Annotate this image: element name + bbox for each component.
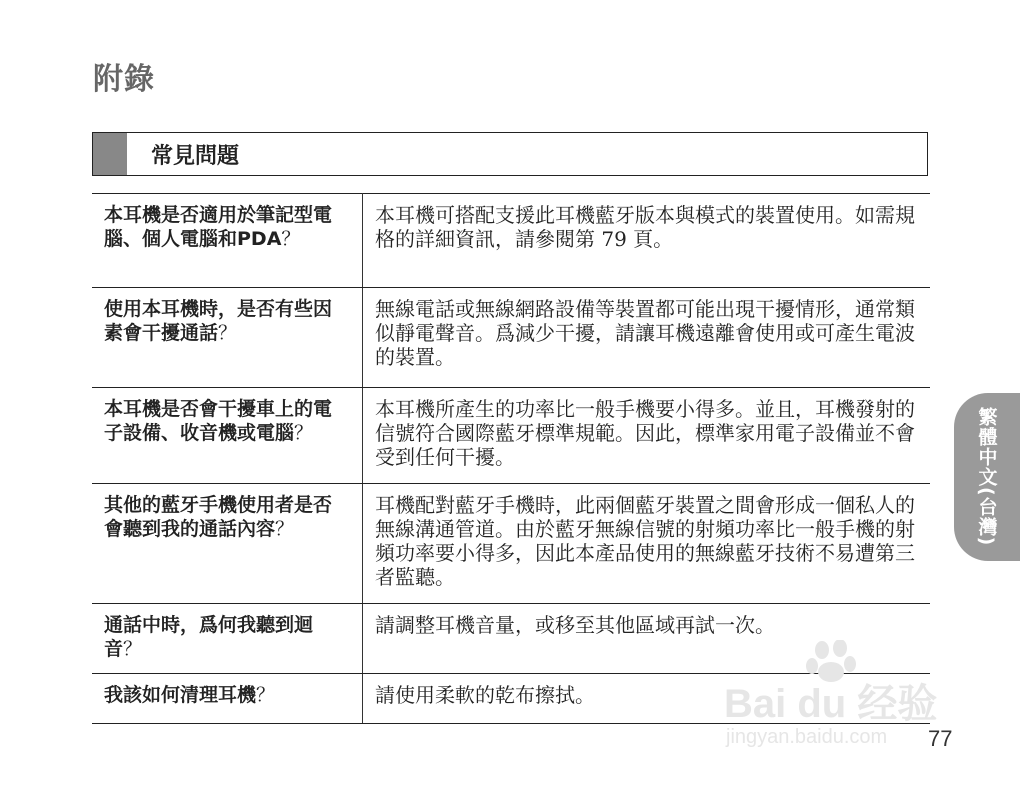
language-tab-label: 繁體中文(台灣) (975, 407, 998, 547)
faq-answer: 請調整耳機音量，或移至其他區域再試一次。 (363, 604, 931, 674)
section-header (92, 132, 928, 176)
faq-row (92, 484, 930, 604)
page-number: 77 (928, 726, 953, 751)
watermark-url: jingyan.baidu.com (726, 726, 888, 748)
question-mark: ？ (123, 638, 143, 660)
faq-answer: 本耳機所產生的功率比一般手機要小得多。並且，耳機發射的信號符合國際藍牙標準規範。因此，標準家用電子設備並不會受到任何干擾。 (363, 388, 931, 484)
faq-answer: 無線電話或無線網路設備等裝置都可能出現干擾情形，通常類似靜電聲音。爲減少干擾，請讓耳機遠離會使用或可產生電波的裝置。 (363, 288, 931, 388)
faq-row (92, 604, 930, 674)
faq-row (92, 674, 930, 724)
question-text: 本耳機是否適用於筆記型電腦、個人電腦和PDA (104, 204, 333, 250)
faq-answer: 請使用柔軟的乾布擦拭。 (363, 674, 931, 724)
section-marker (93, 133, 127, 175)
faq-question (92, 194, 363, 288)
faq-answer: 耳機配對藍牙手機時，此兩個藍牙裝置之間會形成一個私人的無線溝通管道。由於藍牙無線信號的射頻功率比一般手機的射頻功率要小得多，因此本產品使用的無線藍牙技術不易遭第三者監聽。 (363, 484, 931, 604)
faq-row (92, 194, 930, 288)
faq-row (92, 388, 930, 484)
faq-table (92, 193, 930, 724)
faq-question (92, 674, 363, 724)
question-text: 通話中時，爲何我聽到迴音 (104, 614, 314, 660)
question-mark: ？ (281, 228, 301, 250)
question-text: 我該如何清理耳機 (104, 684, 257, 706)
watermark-brand: Bai du 经验 (724, 682, 938, 726)
question-text: 本耳機是否會干擾車上的電子設備、收音機或電腦 (104, 398, 333, 444)
faq-question (92, 288, 363, 388)
faq-question (92, 388, 363, 484)
question-text: 使用本耳機時，是否有些因素會干擾通話 (104, 298, 333, 344)
question-mark: ？ (294, 422, 314, 444)
section-title: 常見問題 (151, 143, 240, 169)
faq-row (92, 288, 930, 388)
question-mark: ？ (256, 684, 276, 706)
language-side-tab (954, 393, 1020, 561)
question-mark: ？ (275, 518, 295, 540)
faq-answer: 本耳機可搭配支援此耳機藍牙版本與模式的裝置使用。如需規格的詳細資訊，請參閱第 79 頁。 (363, 194, 931, 288)
question-text: 其他的藍牙手機使用者是否會聽到我的通話內容 (104, 494, 333, 540)
question-mark: ？ (218, 322, 238, 344)
faq-question (92, 604, 363, 674)
faq-question (92, 484, 363, 604)
page-title: 附錄 (93, 62, 155, 97)
